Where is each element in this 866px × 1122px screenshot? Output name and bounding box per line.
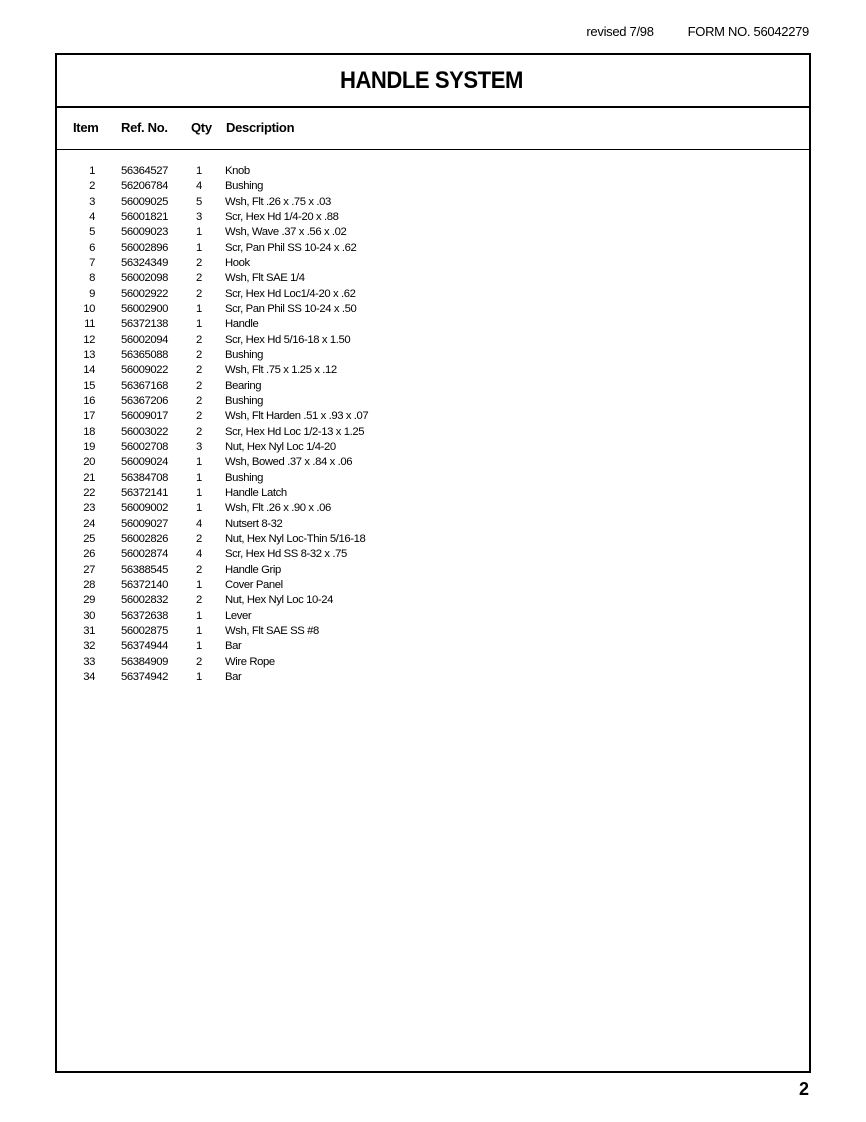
cell-ref-number: 56002832 — [121, 594, 169, 607]
cell-description: Bushing — [225, 394, 264, 407]
cell-item-number: 25 — [83, 532, 95, 545]
cell-ref-number: 56002826 — [121, 532, 169, 545]
cell-ref-number: 56367168 — [121, 379, 169, 392]
cell-quantity: 3 — [196, 210, 202, 223]
cell-quantity: 2 — [196, 410, 202, 423]
table-row — [57, 440, 809, 455]
cell-description: Scr, Hex Hd SS 8-32 x .75 — [225, 548, 347, 561]
table-row — [57, 471, 809, 486]
cell-ref-number: 56384909 — [121, 655, 169, 668]
cell-description: Wsh, Wave .37 x .56 x .02 — [225, 226, 347, 239]
table-row — [57, 210, 809, 225]
cell-description: Bushing — [225, 180, 264, 193]
cell-quantity: 2 — [196, 532, 202, 545]
cell-item-number: 32 — [83, 640, 95, 653]
cell-item-number: 8 — [89, 272, 95, 285]
cell-ref-number: 56009017 — [121, 410, 169, 423]
table-row — [57, 225, 809, 240]
cell-item-number: 34 — [83, 670, 95, 683]
cell-quantity: 2 — [196, 563, 202, 576]
cell-item-number: 21 — [83, 471, 95, 484]
cell-quantity: 1 — [196, 640, 202, 653]
cell-description: Bearing — [225, 379, 262, 392]
cell-ref-number: 56002708 — [121, 440, 169, 453]
cell-item-number: 13 — [83, 348, 95, 361]
cell-ref-number: 56372138 — [121, 318, 169, 331]
cell-description: Wsh, Flt .26 x .75 x .03 — [225, 195, 331, 208]
cell-quantity: 4 — [196, 180, 202, 193]
table-row — [57, 517, 809, 532]
cell-quantity: 2 — [196, 256, 202, 269]
table-row — [57, 195, 809, 210]
cell-item-number: 16 — [83, 394, 95, 407]
cell-item-number: 14 — [83, 364, 95, 377]
cell-ref-number: 56002098 — [121, 272, 169, 285]
table-row — [57, 179, 809, 194]
cell-ref-number: 56002094 — [121, 333, 169, 346]
cell-item-number: 20 — [83, 456, 95, 469]
cell-item-number: 11 — [84, 318, 95, 331]
cell-item-number: 31 — [83, 624, 95, 637]
cell-description: Bar — [225, 640, 242, 653]
cell-description: Bushing — [225, 348, 264, 361]
page-title: HANDLE SYSTEM — [339, 66, 523, 94]
cell-item-number: 4 — [89, 210, 95, 223]
table-row — [57, 532, 809, 547]
cell-item-number: 5 — [89, 226, 95, 239]
table-row — [57, 317, 809, 332]
cell-quantity: 2 — [196, 425, 202, 438]
cell-quantity: 1 — [196, 486, 202, 499]
cell-description: Nutsert 8-32 — [225, 517, 283, 530]
table-row — [57, 639, 809, 654]
cell-item-number: 33 — [83, 655, 95, 668]
cell-quantity: 1 — [196, 502, 202, 515]
cell-ref-number: 56374942 — [121, 670, 169, 683]
cell-description: Scr, Hex Hd Loc1/4-20 x .62 — [225, 287, 356, 300]
table-row — [57, 563, 809, 578]
cell-description: Handle Grip — [225, 563, 281, 576]
cell-item-number: 2 — [89, 180, 95, 193]
cell-ref-number: 56374944 — [121, 640, 169, 653]
cell-item-number: 1 — [89, 165, 95, 177]
table-row — [57, 609, 809, 624]
cell-item-number: 15 — [83, 379, 95, 392]
cell-description: Scr, Pan Phil SS 10-24 x .50 — [225, 302, 357, 315]
table-row — [57, 409, 809, 424]
cell-item-number: 30 — [83, 609, 95, 622]
column-header-qty: Qty — [191, 120, 212, 135]
cell-ref-number: 56372638 — [121, 609, 169, 622]
cell-description: Wsh, Flt SAE 1/4 — [225, 272, 305, 285]
cell-description: Bar — [225, 670, 242, 683]
cell-quantity: 2 — [196, 394, 202, 407]
cell-ref-number: 56003022 — [121, 425, 169, 438]
table-row — [57, 578, 809, 593]
cell-quantity: 1 — [196, 624, 202, 637]
cell-quantity: 2 — [196, 655, 202, 668]
cell-quantity: 1 — [196, 578, 202, 591]
cell-description: Scr, Hex Hd 5/16-18 x 1.50 — [225, 333, 351, 346]
cell-description: Knob — [225, 165, 250, 177]
cell-ref-number: 56367206 — [121, 394, 169, 407]
table-row — [57, 547, 809, 562]
cell-ref-number: 56002875 — [121, 624, 169, 637]
column-header-item: Item — [73, 120, 99, 135]
cell-ref-number: 56009025 — [121, 195, 169, 208]
table-row — [57, 302, 809, 317]
cell-description: Handle — [225, 318, 259, 331]
cell-quantity: 3 — [196, 440, 202, 453]
title-bar — [57, 55, 809, 108]
table-row — [57, 348, 809, 363]
cell-quantity: 2 — [196, 594, 202, 607]
cell-item-number: 22 — [83, 486, 95, 499]
cell-description: Wsh, Flt Harden .51 x .93 x .07 — [225, 410, 369, 423]
cell-item-number: 23 — [83, 502, 95, 515]
cell-ref-number: 56372140 — [121, 578, 169, 591]
cell-quantity: 5 — [196, 195, 202, 208]
cell-quantity: 1 — [196, 302, 202, 315]
cell-description: Hook — [225, 256, 250, 269]
cell-item-number: 9 — [89, 287, 95, 300]
cell-item-number: 27 — [83, 563, 95, 576]
table-row — [57, 486, 809, 501]
cell-item-number: 7 — [89, 256, 95, 269]
table-row — [57, 670, 809, 685]
cell-ref-number: 56002900 — [121, 302, 169, 315]
table-row — [57, 394, 809, 409]
table-row — [57, 379, 809, 394]
column-header-ref-no: Ref. No. — [121, 120, 168, 135]
revised-date: revised 7/98 — [586, 24, 654, 39]
table-row — [57, 287, 809, 302]
table-row — [57, 256, 809, 271]
cell-description: Wsh, Flt SAE SS #8 — [225, 624, 319, 637]
cell-description: Scr, Pan Phil SS 10-24 x .62 — [225, 241, 357, 254]
cell-ref-number: 56365088 — [121, 348, 169, 361]
cell-item-number: 19 — [83, 440, 95, 453]
table-row — [57, 655, 809, 670]
cell-ref-number: 56388545 — [121, 563, 169, 576]
table-row — [57, 333, 809, 348]
table-row — [57, 241, 809, 256]
cell-item-number: 18 — [83, 425, 95, 438]
cell-description: Handle Latch — [225, 486, 287, 499]
cell-quantity: 2 — [196, 333, 202, 346]
cell-ref-number: 56324349 — [121, 256, 169, 269]
column-header-row — [57, 108, 809, 150]
cell-ref-number: 56002874 — [121, 548, 169, 561]
cell-quantity: 1 — [196, 670, 202, 683]
cell-description: Lever — [225, 609, 252, 622]
table-row — [57, 455, 809, 470]
cell-quantity: 2 — [196, 348, 202, 361]
cell-ref-number: 56372141 — [121, 486, 169, 499]
cell-quantity: 2 — [196, 379, 202, 392]
cell-quantity: 1 — [196, 318, 202, 331]
column-header-description: Description — [226, 120, 295, 135]
cell-quantity: 1 — [196, 165, 202, 177]
form-number: FORM NO. 56042279 — [687, 24, 809, 39]
parts-table-frame — [55, 53, 811, 1073]
cell-ref-number: 56001821 — [121, 210, 169, 223]
cell-item-number: 10 — [83, 302, 95, 315]
header-info — [586, 24, 809, 39]
cell-ref-number: 56384708 — [121, 471, 169, 484]
table-row — [57, 593, 809, 608]
cell-description: Bushing — [225, 471, 264, 484]
cell-quantity: 2 — [196, 272, 202, 285]
cell-quantity: 4 — [196, 548, 202, 561]
cell-ref-number: 56009027 — [121, 517, 169, 530]
cell-item-number: 29 — [83, 594, 95, 607]
cell-ref-number: 56009024 — [121, 456, 169, 469]
cell-description: Wsh, Flt .75 x 1.25 x .12 — [225, 364, 337, 377]
page-number: 2 — [798, 1079, 809, 1099]
cell-description: Wire Rope — [225, 655, 275, 668]
cell-description: Cover Panel — [225, 578, 283, 591]
cell-ref-number: 56009002 — [121, 502, 169, 515]
cell-quantity: 1 — [196, 226, 202, 239]
cell-item-number: 12 — [83, 333, 95, 346]
cell-ref-number: 56002896 — [121, 241, 169, 254]
cell-item-number: 17 — [83, 410, 95, 423]
cell-description: Wsh, Flt .26 x .90 x .06 — [225, 502, 331, 515]
cell-quantity: 1 — [196, 241, 202, 254]
cell-quantity: 1 — [196, 471, 202, 484]
cell-ref-number: 56206784 — [121, 180, 169, 193]
cell-description: Scr, Hex Hd Loc 1/2-13 x 1.25 — [225, 425, 365, 438]
cell-item-number: 3 — [89, 195, 95, 208]
cell-item-number: 6 — [89, 241, 95, 254]
cell-ref-number: 56009023 — [121, 226, 169, 239]
cell-quantity: 1 — [196, 456, 202, 469]
cell-description: Scr, Hex Hd 1/4-20 x .88 — [225, 210, 339, 223]
cell-description: Nut, Hex Nyl Loc 1/4-20 — [225, 440, 336, 453]
table-row — [57, 425, 809, 440]
cell-description: Wsh, Bowed .37 x .84 x .06 — [225, 456, 353, 469]
cell-ref-number: 56364527 — [121, 165, 169, 177]
cell-ref-number: 56002922 — [121, 287, 169, 300]
cell-ref-number: 56009022 — [121, 364, 169, 377]
table-row — [57, 501, 809, 516]
table-row — [57, 363, 809, 378]
cell-quantity: 2 — [196, 364, 202, 377]
table-row — [57, 624, 809, 639]
table-row — [57, 271, 809, 286]
cell-item-number: 24 — [83, 517, 95, 530]
parts-list — [57, 164, 809, 685]
cell-description: Nut, Hex Nyl Loc-Thin 5/16-18 — [225, 532, 366, 545]
cell-description: Nut, Hex Nyl Loc 10-24 — [225, 594, 333, 607]
cell-item-number: 28 — [83, 578, 95, 591]
cell-quantity: 2 — [196, 287, 202, 300]
cell-quantity: 1 — [196, 609, 202, 622]
cell-item-number: 26 — [83, 548, 95, 561]
cell-quantity: 4 — [196, 517, 202, 530]
table-row — [57, 164, 809, 179]
